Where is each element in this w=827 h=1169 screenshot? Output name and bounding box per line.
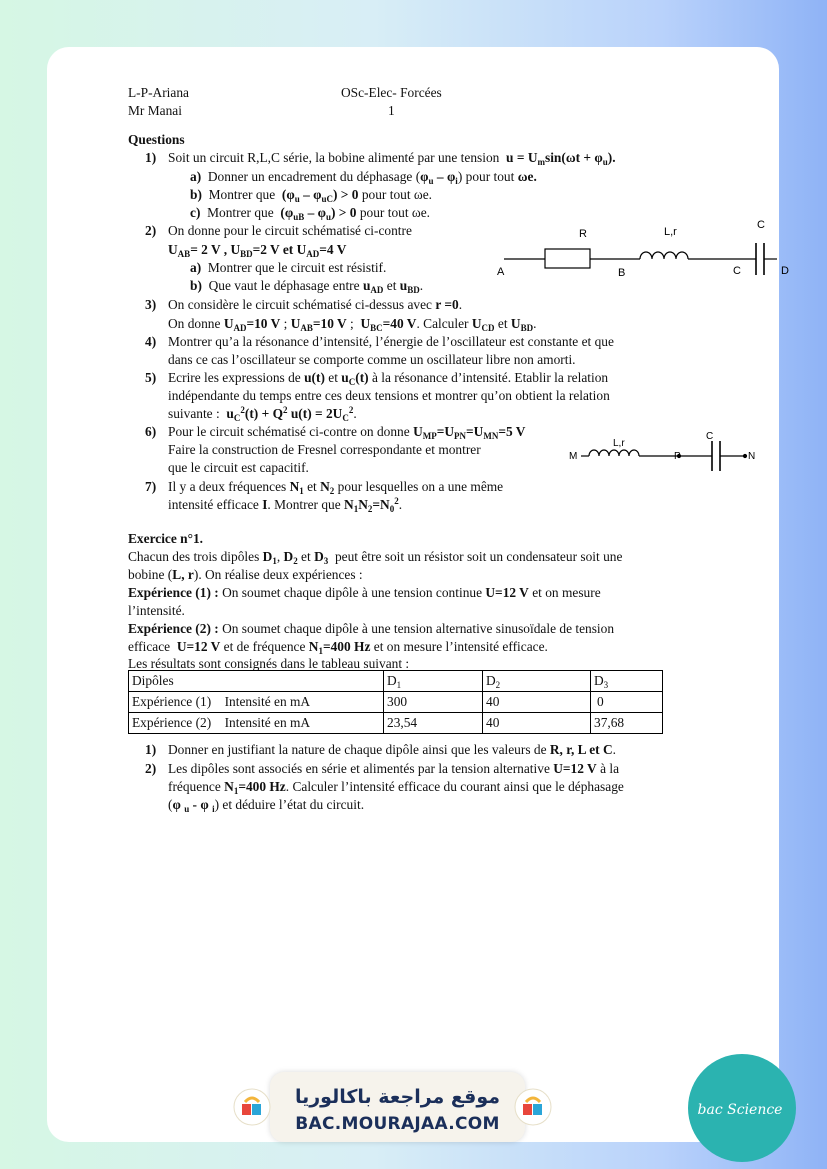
exercise-p1-line2: bobine (L, r). On réalise deux expériences :: [128, 567, 363, 582]
q4-number: 4): [145, 334, 157, 349]
q6-number: 6): [145, 424, 157, 439]
q3-text: On considère le circuit schématisé ci-dessus avec r =0.: [168, 297, 463, 312]
q5-number: 5): [145, 370, 157, 385]
q2-text: On donne pour le circuit schématisé ci-contre: [168, 223, 412, 238]
q6-line1: Pour le circuit schématisé ci-contre on donne $U_{MP}=U_{PN}=U_{MN}=5$ V: [168, 424, 526, 441]
cell-d2: 40: [483, 692, 591, 713]
teacher-name: Mr Manai: [128, 103, 182, 118]
page-number: 1: [388, 103, 395, 118]
q5-line3: suivante : $u_C^2(t) + Q^2$ $u(t) = 2U_C^2$.: [168, 405, 357, 423]
header-dipoles: Dipôles: [129, 671, 384, 692]
label-b: B: [618, 267, 626, 279]
ex-q1-text: Donner en justifiant la nature de chaque dipôle ainsi que les valeurs de R, r, L et C.: [168, 742, 616, 757]
header-d1: $D_1$: [384, 671, 483, 692]
q2-number: 2): [145, 223, 157, 238]
q1-number: 1): [145, 150, 157, 165]
row-label: Expérience (2) Intensité en mA: [129, 713, 384, 734]
node-n: [744, 455, 747, 458]
exercise-title: Exercice n°1.: [128, 531, 204, 546]
header-d3: $D_3$: [591, 671, 663, 692]
cell-d3: 0: [591, 692, 663, 713]
cell-d1: 23,54: [384, 713, 483, 734]
bac-science-badge: [684, 1050, 800, 1166]
circuit-rlc-diagram: [492, 217, 789, 282]
q3-number: 3): [145, 297, 157, 312]
q1b: b) Montrer que $(\varphi_u - \varphi_{uC}) > 0$ pour tout ωe.: [190, 187, 433, 204]
school-name: L-P-Ariana: [128, 85, 189, 100]
q1-text: Soit un circuit R,L,C série, la bobine alimenté par une tension $u = U_m\sin(\omega t + \varphi_u)$.: [168, 150, 616, 167]
q1c: c) Montrer que $(\varphi_{uB} - \varphi_u) > 0$ pour tout ωe.: [190, 205, 431, 222]
cell-d3: 37,68: [591, 713, 663, 734]
resistor-symbol: [545, 249, 590, 268]
ex-q2-number: 2): [145, 761, 157, 776]
ex-q2-line1: Les dipôles sont associés en série et alimentés par la tension alternative U=12 V à la: [168, 761, 620, 776]
results-table: [128, 670, 663, 734]
q5-line1: Ecrire les expressions de u(t) et $u_C(t)$ à la résonance d’intensité. Etablir la relation: [168, 370, 609, 387]
table-row: [129, 713, 663, 734]
table-row: [129, 692, 663, 713]
q1a: a) Donner un encadrement du déphasage $(\varphi_u - \varphi_i)$ pour tout ωe.: [190, 169, 537, 186]
label-p: P: [674, 451, 681, 462]
q7-number: 7): [145, 479, 157, 494]
q7-line2: intensité efficace I. Montrer que $N_1N_2=N_0^2$.: [168, 496, 403, 514]
table-intro: Les résultats sont consignés dans le tableau suivant :: [128, 656, 410, 671]
exercise-p1: Chacun des trois dipôles $D_1$, $D_2$ et $D_3$ peut être soit un résistor soit un condensateur soit une: [128, 549, 623, 566]
label-lr: L,r: [664, 226, 677, 238]
q6-line3: que le circuit est capacitif.: [168, 460, 309, 475]
circuit-mpn-diagram: [567, 429, 779, 474]
label-m: M: [569, 451, 578, 462]
book-logo-icon: [232, 1082, 272, 1132]
q6-line2: Faire la construction de Fresnel correspondante et montrer: [168, 442, 481, 457]
page-sheet: [47, 47, 789, 1142]
inductor-symbol: [640, 252, 688, 259]
q3-values: On donne $U_{AD}=10$ V ; $U_{AB}=10$ V ; $U_{BC}=40$ V. Calculer $U_{CD}$ et $U_{BD}$.: [168, 316, 537, 333]
label-a: A: [497, 266, 505, 278]
label-n: N: [748, 451, 756, 462]
label-d: D: [781, 265, 789, 277]
footer-arabic-title: موقع مراجعة باكالوريا: [294, 1086, 501, 1108]
ex-q1-number: 1): [145, 742, 157, 757]
label-c: C: [757, 219, 765, 231]
ex-q2-line2: fréquence $N_1=400$ Hz. Calculer l’intensité efficace du courant ainsi que le déphasage: [168, 779, 624, 796]
label-r: R: [579, 228, 587, 240]
q4-line2: dans ce cas l’oscillateur se comporte comme un oscillateur libre non amorti.: [168, 352, 576, 367]
questions-title: Questions: [128, 132, 185, 147]
badge-text: bac Science: [697, 1102, 783, 1118]
cell-d1: 300: [384, 692, 483, 713]
experience-2: Expérience (2) : On soumet chaque dipôle à une tension alternative sinusoïdale de tension: [128, 621, 615, 636]
topic-title: OSc-Elec- Forcées: [341, 85, 442, 100]
row-label: Expérience (1) Intensité en mA: [129, 692, 384, 713]
table-header-row: [129, 671, 663, 692]
q4-line1: Montrer qu’a la résonance d’intensité, l’énergie de l’oscillateur est constante et que: [168, 334, 614, 349]
ex-q2-line3: (φ $_u$ - φ $_i$) et déduire l’état du circuit.: [168, 797, 365, 814]
inductor-symbol-2: [589, 450, 639, 456]
footer-site-link[interactable]: BAC.MOURAJAA.COM: [295, 1114, 500, 1134]
label-lr-2: L,r: [613, 438, 625, 449]
q2-values: $U_{AB}= 2$ V , $U_{BD}=2$ V et $U_{AD}=4$ V: [168, 242, 347, 259]
experience-1-line2: l’intensité.: [128, 603, 185, 618]
cell-d2: 40: [483, 713, 591, 734]
q5-line2: indépendante du temps entre ces deux tensions et montrer qu’on obtient la relation: [168, 388, 610, 403]
label-c-2: C: [706, 431, 714, 442]
label-c-node: C: [733, 265, 741, 277]
experience-2-line2: efficace U=12 V et de fréquence $N_1=400$ Hz et on mesure l’intensité efficace.: [128, 639, 548, 656]
document-page: [47, 47, 789, 1142]
header-d2: $D_2$: [483, 671, 591, 692]
q7-line1: Il y a deux fréquences $N_1$ et $N_2$ pour lesquelles on a une même: [168, 479, 504, 496]
experience-1: Expérience (1) : On soumet chaque dipôle à une tension continue U=12 V et on mesure: [128, 585, 601, 600]
q2a: a) Montrer que le circuit est résistif.: [190, 260, 387, 275]
q2b: b) Que vaut le déphasage entre $u_{AD}$ et $u_{BD}$.: [190, 278, 424, 295]
footer-banner: [240, 1062, 585, 1162]
